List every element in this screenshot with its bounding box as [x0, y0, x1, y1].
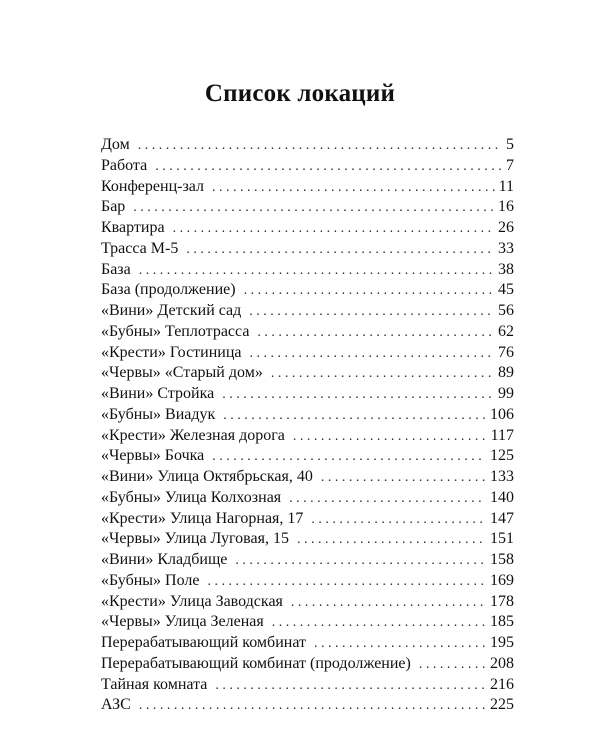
toc-entry [101, 488, 514, 509]
toc-entry-title: «Бубны» Улица Колхозная [101, 488, 282, 506]
toc-entry [101, 467, 514, 488]
dot-leader [212, 447, 486, 468]
page-title: Список локаций [204, 80, 396, 107]
dot-leader [289, 489, 486, 510]
dot-leader [223, 406, 486, 427]
dot-leader [311, 510, 486, 531]
toc-entry [101, 384, 514, 405]
dot-leader [173, 219, 494, 240]
toc-entry [101, 550, 514, 571]
toc-entry-title: «Бубны» Теплотрасса [101, 322, 250, 340]
toc-entry-title: «Червы» Улица Зеленая [101, 613, 264, 631]
toc-entry [101, 695, 514, 716]
toc-entry-title: «Крести» Улица Заводская [101, 592, 283, 610]
dot-leader [186, 240, 494, 261]
toc-entry-page-number: 99 [498, 385, 514, 402]
toc-entry [101, 592, 514, 613]
dot-leader [314, 634, 486, 655]
dot-leader [419, 655, 486, 676]
dot-leader [138, 136, 502, 157]
toc-entry-page-number: 151 [490, 530, 514, 548]
toc-entry-page-number: 185 [490, 613, 514, 631]
toc-entry-page-number: 62 [498, 322, 514, 340]
toc-entry-page-number: 56 [498, 302, 514, 319]
toc-entry-title: Конференц-зал [101, 177, 205, 195]
toc-entry-page-number: 106 [490, 405, 514, 423]
toc-entry-title: АЗС [101, 696, 131, 714]
toc-entry [101, 426, 514, 447]
dot-leader [215, 676, 486, 697]
toc-entry [101, 156, 514, 177]
toc-entry [101, 343, 514, 364]
toc-entry-title: «Крести» Гостиница [101, 343, 242, 361]
toc-entry-title: Перерабатывающий комбинат (продолжение) [101, 654, 411, 672]
toc-entry-page-number: 125 [490, 447, 514, 465]
toc-entry-title: «Бубны» Поле [101, 571, 200, 589]
toc-entry-page-number: 169 [490, 571, 514, 589]
toc-entry [101, 509, 514, 530]
toc-entry-title: «Крести» Железная дорога [101, 426, 285, 444]
toc-entry-page-number: 16 [498, 198, 514, 216]
toc-entry-title: «Вини» Стройка [101, 385, 215, 402]
dot-leader [257, 323, 494, 344]
dot-leader [235, 551, 486, 572]
toc-entry [101, 405, 514, 426]
toc-entry-page-number: 216 [490, 675, 514, 693]
dot-leader [297, 530, 486, 551]
dot-leader [249, 302, 494, 323]
toc-entry [101, 177, 514, 198]
dot-leader [244, 281, 494, 302]
dot-leader [133, 198, 494, 219]
toc-entry-title: Трасса М-5 [101, 239, 179, 257]
toc-entry [101, 218, 514, 239]
toc-entry-page-number: 26 [498, 219, 514, 236]
toc-entry-page-number: 38 [498, 260, 514, 278]
dot-leader [155, 157, 502, 178]
toc-entry-title: «Червы» Бочка [101, 447, 205, 465]
toc-entry [101, 239, 514, 260]
toc-entry-title: «Червы» «Старый дом» [101, 364, 263, 382]
dot-leader [222, 385, 494, 406]
toc-entry-page-number: 7 [506, 156, 514, 174]
toc-entry [101, 280, 514, 301]
toc-entry-title: База [101, 260, 131, 278]
toc-entry [101, 197, 514, 218]
toc-entry-page-number: 45 [498, 281, 514, 299]
dot-leader [272, 613, 486, 634]
toc-entry-title: «Червы» Улица Луговая, 15 [101, 530, 289, 548]
dot-leader [321, 468, 486, 489]
dot-leader [139, 261, 494, 282]
toc-entry [101, 612, 514, 633]
toc-entry-title: Бар [101, 198, 126, 216]
toc-entry [101, 301, 514, 322]
dot-leader [291, 593, 486, 614]
toc-entry-title: «Вини» Детский сад [101, 302, 242, 319]
dot-leader [250, 344, 494, 365]
toc-entry-page-number: 178 [490, 592, 514, 610]
toc-entry-page-number: 33 [498, 239, 514, 257]
toc-entry [101, 322, 514, 343]
toc-entry-title: Работа [101, 156, 148, 174]
toc-entry-page-number: 195 [490, 634, 514, 651]
toc-entry-page-number: 158 [490, 551, 514, 568]
toc-entry-title: Тайная комната [101, 675, 208, 693]
dot-leader [207, 572, 486, 593]
toc-entry [101, 633, 514, 654]
toc-entry [101, 675, 514, 696]
toc-entry [101, 654, 514, 675]
toc-entry-title: Квартира [101, 219, 165, 236]
toc-entry-page-number: 76 [498, 343, 514, 361]
toc-entry-title: «Крести» Улица Нагорная, 17 [101, 509, 304, 527]
toc-entry-page-number: 140 [490, 488, 514, 506]
toc-entry-page-number: 208 [490, 654, 514, 672]
toc-entry [101, 446, 514, 467]
toc-entry-page-number: 225 [490, 696, 514, 714]
dot-leader [139, 696, 486, 717]
toc-entry-page-number: 133 [490, 468, 514, 485]
toc-entry-title: База (продолжение) [101, 281, 236, 299]
toc-entry [101, 363, 514, 384]
table-of-contents [101, 135, 514, 716]
dot-leader [271, 364, 494, 385]
toc-entry-page-number: 11 [498, 177, 514, 195]
toc-entry-title: «Вини» Улица Октябрьская, 40 [101, 468, 313, 485]
dot-leader [212, 178, 495, 199]
toc-entry-page-number: 147 [490, 509, 514, 527]
toc-entry-page-number: 5 [506, 136, 514, 153]
toc-entry-title: Дом [101, 136, 130, 153]
toc-entry-title: Перерабатывающий комбинат [101, 634, 306, 651]
toc-entry [101, 571, 514, 592]
toc-entry [101, 260, 514, 281]
dot-leader [293, 427, 487, 448]
toc-entry-title: «Бубны» Виадук [101, 405, 216, 423]
toc-entry [101, 529, 514, 550]
toc-entry-page-number: 89 [498, 364, 514, 382]
toc-entry-page-number: 117 [490, 426, 514, 444]
toc-entry [101, 135, 514, 156]
toc-entry-title: «Вини» Кладбище [101, 551, 228, 568]
